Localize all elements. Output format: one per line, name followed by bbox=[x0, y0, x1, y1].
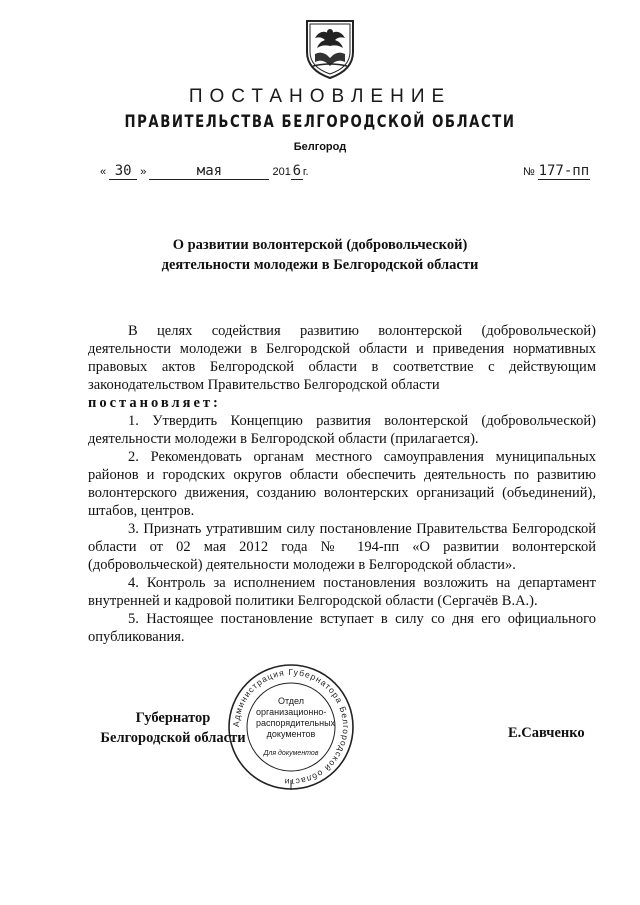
date-month: мая bbox=[196, 163, 223, 179]
seal-ring-text: Администрация Губернатора Белгородской области bbox=[230, 666, 352, 788]
document-date bbox=[100, 163, 309, 180]
seal-line-4: документов bbox=[266, 729, 316, 739]
clause-3: 3. Признать утратившим силу постановление Правительства Белгородской области от 02 мая 2012 года № 194-пп «О развитии волонтерской (добровольческой) деятельности молодежи в Белгородской области». bbox=[88, 521, 596, 573]
seal-bottom: Для документов bbox=[263, 750, 319, 757]
document-type-heading: ПОСТАНОВЛЕНИЕ bbox=[188, 86, 452, 107]
title-line-1: О развитии волонтерской (добровольческой) bbox=[172, 237, 468, 253]
preamble-text: В целях содействия развитию волонтерской (добровольческой) деятельности молодежи в Белгородской области и приведения нормативных правовых актов Белгородской области в соответствие с действующим законодательством Правительство Белгородской области bbox=[88, 323, 596, 393]
position-line-1: Губернатор bbox=[135, 710, 211, 726]
date-year-prefix: 201 bbox=[272, 166, 291, 178]
clause-4: 4. Контроль за исполнением постановления возложить на департамент внутренней и кадровой политики Белгородской области (Сергачёв В.А.). bbox=[88, 575, 596, 609]
seal-line-3: распорядительных bbox=[256, 718, 336, 728]
title-line-2: деятельности молодежи в Белгородской области bbox=[161, 257, 479, 273]
clause-5: 5. Настоящее постановление вступает в силу со дня его официального опубликования. bbox=[88, 611, 596, 645]
seal-line-1: Отдел bbox=[277, 696, 305, 706]
resolves-word: постановляет: bbox=[88, 395, 221, 411]
number-value: 177-пп bbox=[538, 163, 590, 179]
quote-close: » bbox=[140, 166, 147, 178]
preamble bbox=[88, 322, 596, 412]
seal-line-2: организационно- bbox=[256, 707, 327, 717]
clause-1: 1. Утвердить Концепцию развития волонтерской (добровольческой) деятельности молодежи в Белгородской области (прилагается). bbox=[88, 413, 596, 447]
position-line-2: Белгородской области bbox=[100, 730, 246, 746]
clause-2: 2. Рекомендовать органам местного самоуправления муниципальных районов и городских округов области обеспечить деятельность по развитию волонтерского движения, созданию волонтерских организаций (объединений), штабов, центров. bbox=[88, 449, 596, 519]
seal-inner-text bbox=[256, 696, 336, 759]
city-label: Белгород bbox=[293, 141, 347, 153]
issuing-body: ПРАВИТЕЛЬСТВА БЕЛГОРОДСКОЙ ОБЛАСТИ bbox=[124, 112, 516, 132]
signatory-position bbox=[88, 708, 258, 748]
date-day: 30 bbox=[114, 163, 132, 179]
document-body bbox=[88, 322, 596, 646]
signatory-name: Е.Савченко bbox=[508, 725, 585, 741]
date-year-digit: 6 bbox=[292, 163, 302, 179]
document-title bbox=[0, 235, 640, 275]
document-number bbox=[523, 163, 590, 180]
quote-open: « bbox=[100, 166, 107, 178]
number-label: № bbox=[523, 166, 535, 178]
date-year-suffix: г. bbox=[302, 166, 309, 178]
coat-of-arms-icon bbox=[303, 18, 357, 80]
